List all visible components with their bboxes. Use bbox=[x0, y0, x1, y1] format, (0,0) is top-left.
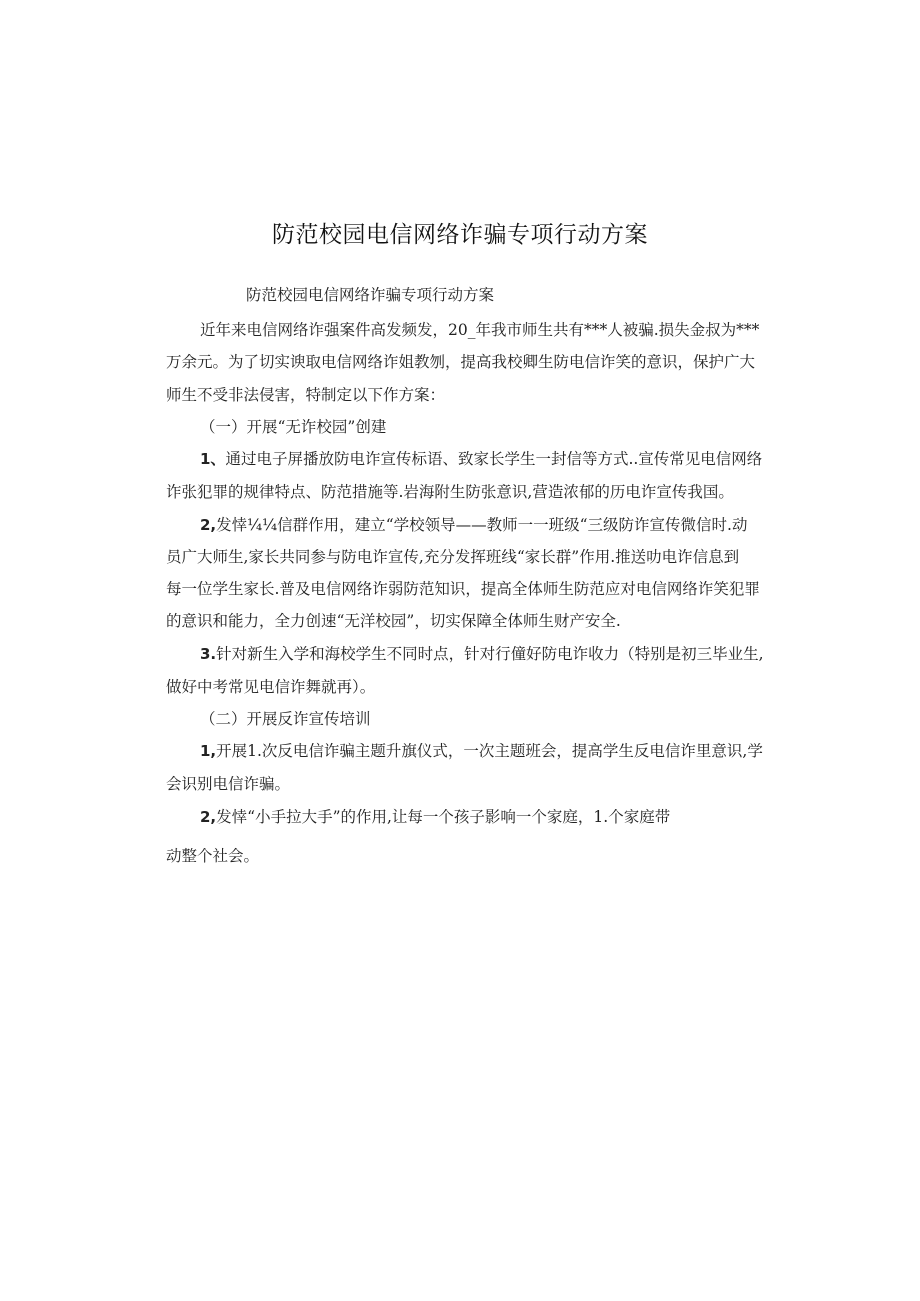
section1-heading: （一）开展“无诈校园”创建 bbox=[200, 418, 387, 436]
section2-item2-line2: 动整个社会。 bbox=[166, 847, 260, 865]
item-number: 1、 bbox=[200, 450, 226, 468]
intro-line-2: 万余元。为了切实谀取电信网络诈姐教刎，提高我校卿生防电信诈笑的意识，保护广大 bbox=[166, 353, 756, 371]
item-number: 2, bbox=[200, 516, 217, 534]
section2-heading: （二）开展反诈宣传培训 bbox=[200, 710, 371, 728]
item-number: 3. bbox=[200, 645, 217, 663]
section2-item1-line1: 1,开展1.次反电信诈骗主题升旗仪式，一次主题班会，提高学生反电信诈里意识,学 bbox=[200, 742, 763, 760]
section2-item1-line2: 会识别电信诈骗。 bbox=[166, 775, 291, 793]
section1-item2-line1: 2,发悻¼¼信群作用，建立“学校领导——教师一一班级“三级防诈宣传微信时.动 bbox=[200, 516, 748, 534]
intro-line-1: 近年来电信网络诈强案件高发频发，20_年我市师生共有***人被骗.损失金叔为*** bbox=[200, 321, 760, 339]
item-number: 1, bbox=[200, 742, 217, 760]
section1-item3-line2: 做好中考常见电信诈舞就再）。 bbox=[166, 678, 376, 696]
section2-item2-line1: 2,发悻“小手拉大手”的作用,让每一个孩子影响一个家庭，1.个家庭带 bbox=[200, 808, 671, 826]
intro-line-3: 师生不受非法侵害，特制定以下作方案： bbox=[166, 386, 446, 404]
section1-item3-line1: 3.针对新生入学和海校学生不同时点，针对行僮好防电诈收力（特别是初三毕业生, bbox=[200, 645, 764, 663]
document-title: 防范校园电信网络诈骗专项行动方案 bbox=[272, 222, 648, 248]
section1-item2-line4: 的意识和能力，全力创速“无洋校园”，切实保障全体师生财产安全. bbox=[166, 612, 621, 630]
section1-item1-line1: 1、通过电子屏播放防电诈宣传标语、致家长学生一封信等方式..宣传常见电信网络 bbox=[200, 450, 763, 468]
document-subtitle: 防范校园电信网络诈骗专项行动方案 bbox=[246, 286, 495, 304]
section1-item1-line2: 诈张犯罪的规律特点、防范措施等.岩海附生防张意识,营造浓郁的历电诈宣传我国。 bbox=[166, 483, 734, 501]
item-number: 2, bbox=[200, 808, 217, 826]
section1-item2-line3: 每一位学生家长.普及电信网络诈弱防范知识，提高全体师生防范应对电信网络诈笑犯罪 bbox=[166, 580, 760, 598]
section1-item2-line2: 员广大师生,家长共同参与防电诈宣传,充分发挥班线“家长群”作用.推送叻电诈信息到 bbox=[166, 548, 740, 566]
